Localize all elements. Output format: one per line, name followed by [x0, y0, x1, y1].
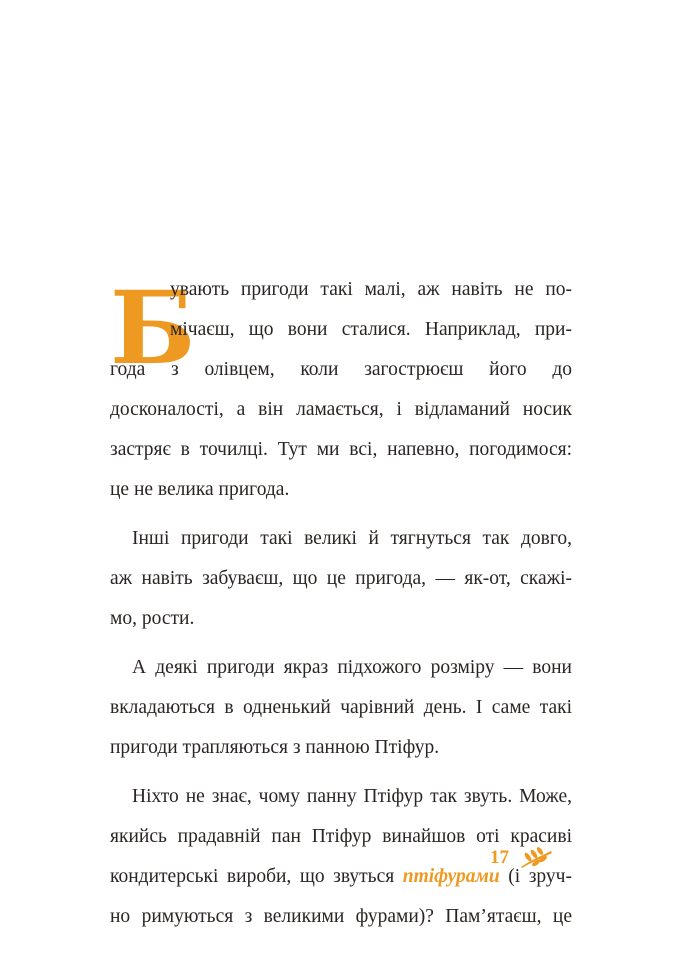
drop-cap: Б — [110, 269, 196, 387]
text-line: Ніхто не знає, чому панну Птіфур так звуть. Може, — [132, 786, 572, 807]
text-line: вкладаються в одненький чарівний день. І саме такі — [110, 697, 572, 718]
body-text — [110, 270, 572, 937]
text-segment: (і зруч- — [499, 866, 572, 887]
text-line: якийсь прадавній пан Птіфур винайшов оті красиві — [110, 826, 572, 847]
text-line: но римуються з великими фурами)? Пам’ятаєш, це — [110, 906, 572, 927]
paragraph-2 — [110, 519, 572, 639]
paragraph-1 — [110, 270, 572, 510]
text-line: досконалості, а він ламається, і відламаний носик — [110, 399, 572, 420]
highlighted-term: птіфурами — [402, 866, 500, 887]
text-line: мо, рости. — [110, 608, 195, 629]
text-line: це не велика пригода. — [110, 479, 290, 500]
text-line: аж навіть забуваєш, що це пригода, — як-от, скажі- — [110, 568, 572, 589]
text-line: увають пригоди такі малі, аж навіть не по- — [170, 279, 572, 300]
text-line: года з олівцем, коли загострюєш його до — [110, 359, 572, 380]
text-line: мічаєш, що вони сталися. Наприклад, при- — [170, 319, 572, 340]
text-line: застряє в точилці. Тут ми всі, напевно, погодимося: — [110, 439, 572, 460]
paragraph-3 — [110, 648, 572, 768]
wheat-ornament-icon — [519, 847, 553, 869]
page-number: 17 — [490, 847, 509, 868]
text-line: А деякі пригоди якраз підхожого розміру — вони — [132, 657, 572, 678]
text-line: Інші пригоди такі великі й тягнуться так довго, — [132, 528, 572, 549]
text-segment: кондитерські вироби, що звуться — [110, 866, 403, 887]
text-line: пригоди трапляються з панною Птіфур. — [110, 737, 440, 758]
page-footer — [490, 847, 553, 869]
